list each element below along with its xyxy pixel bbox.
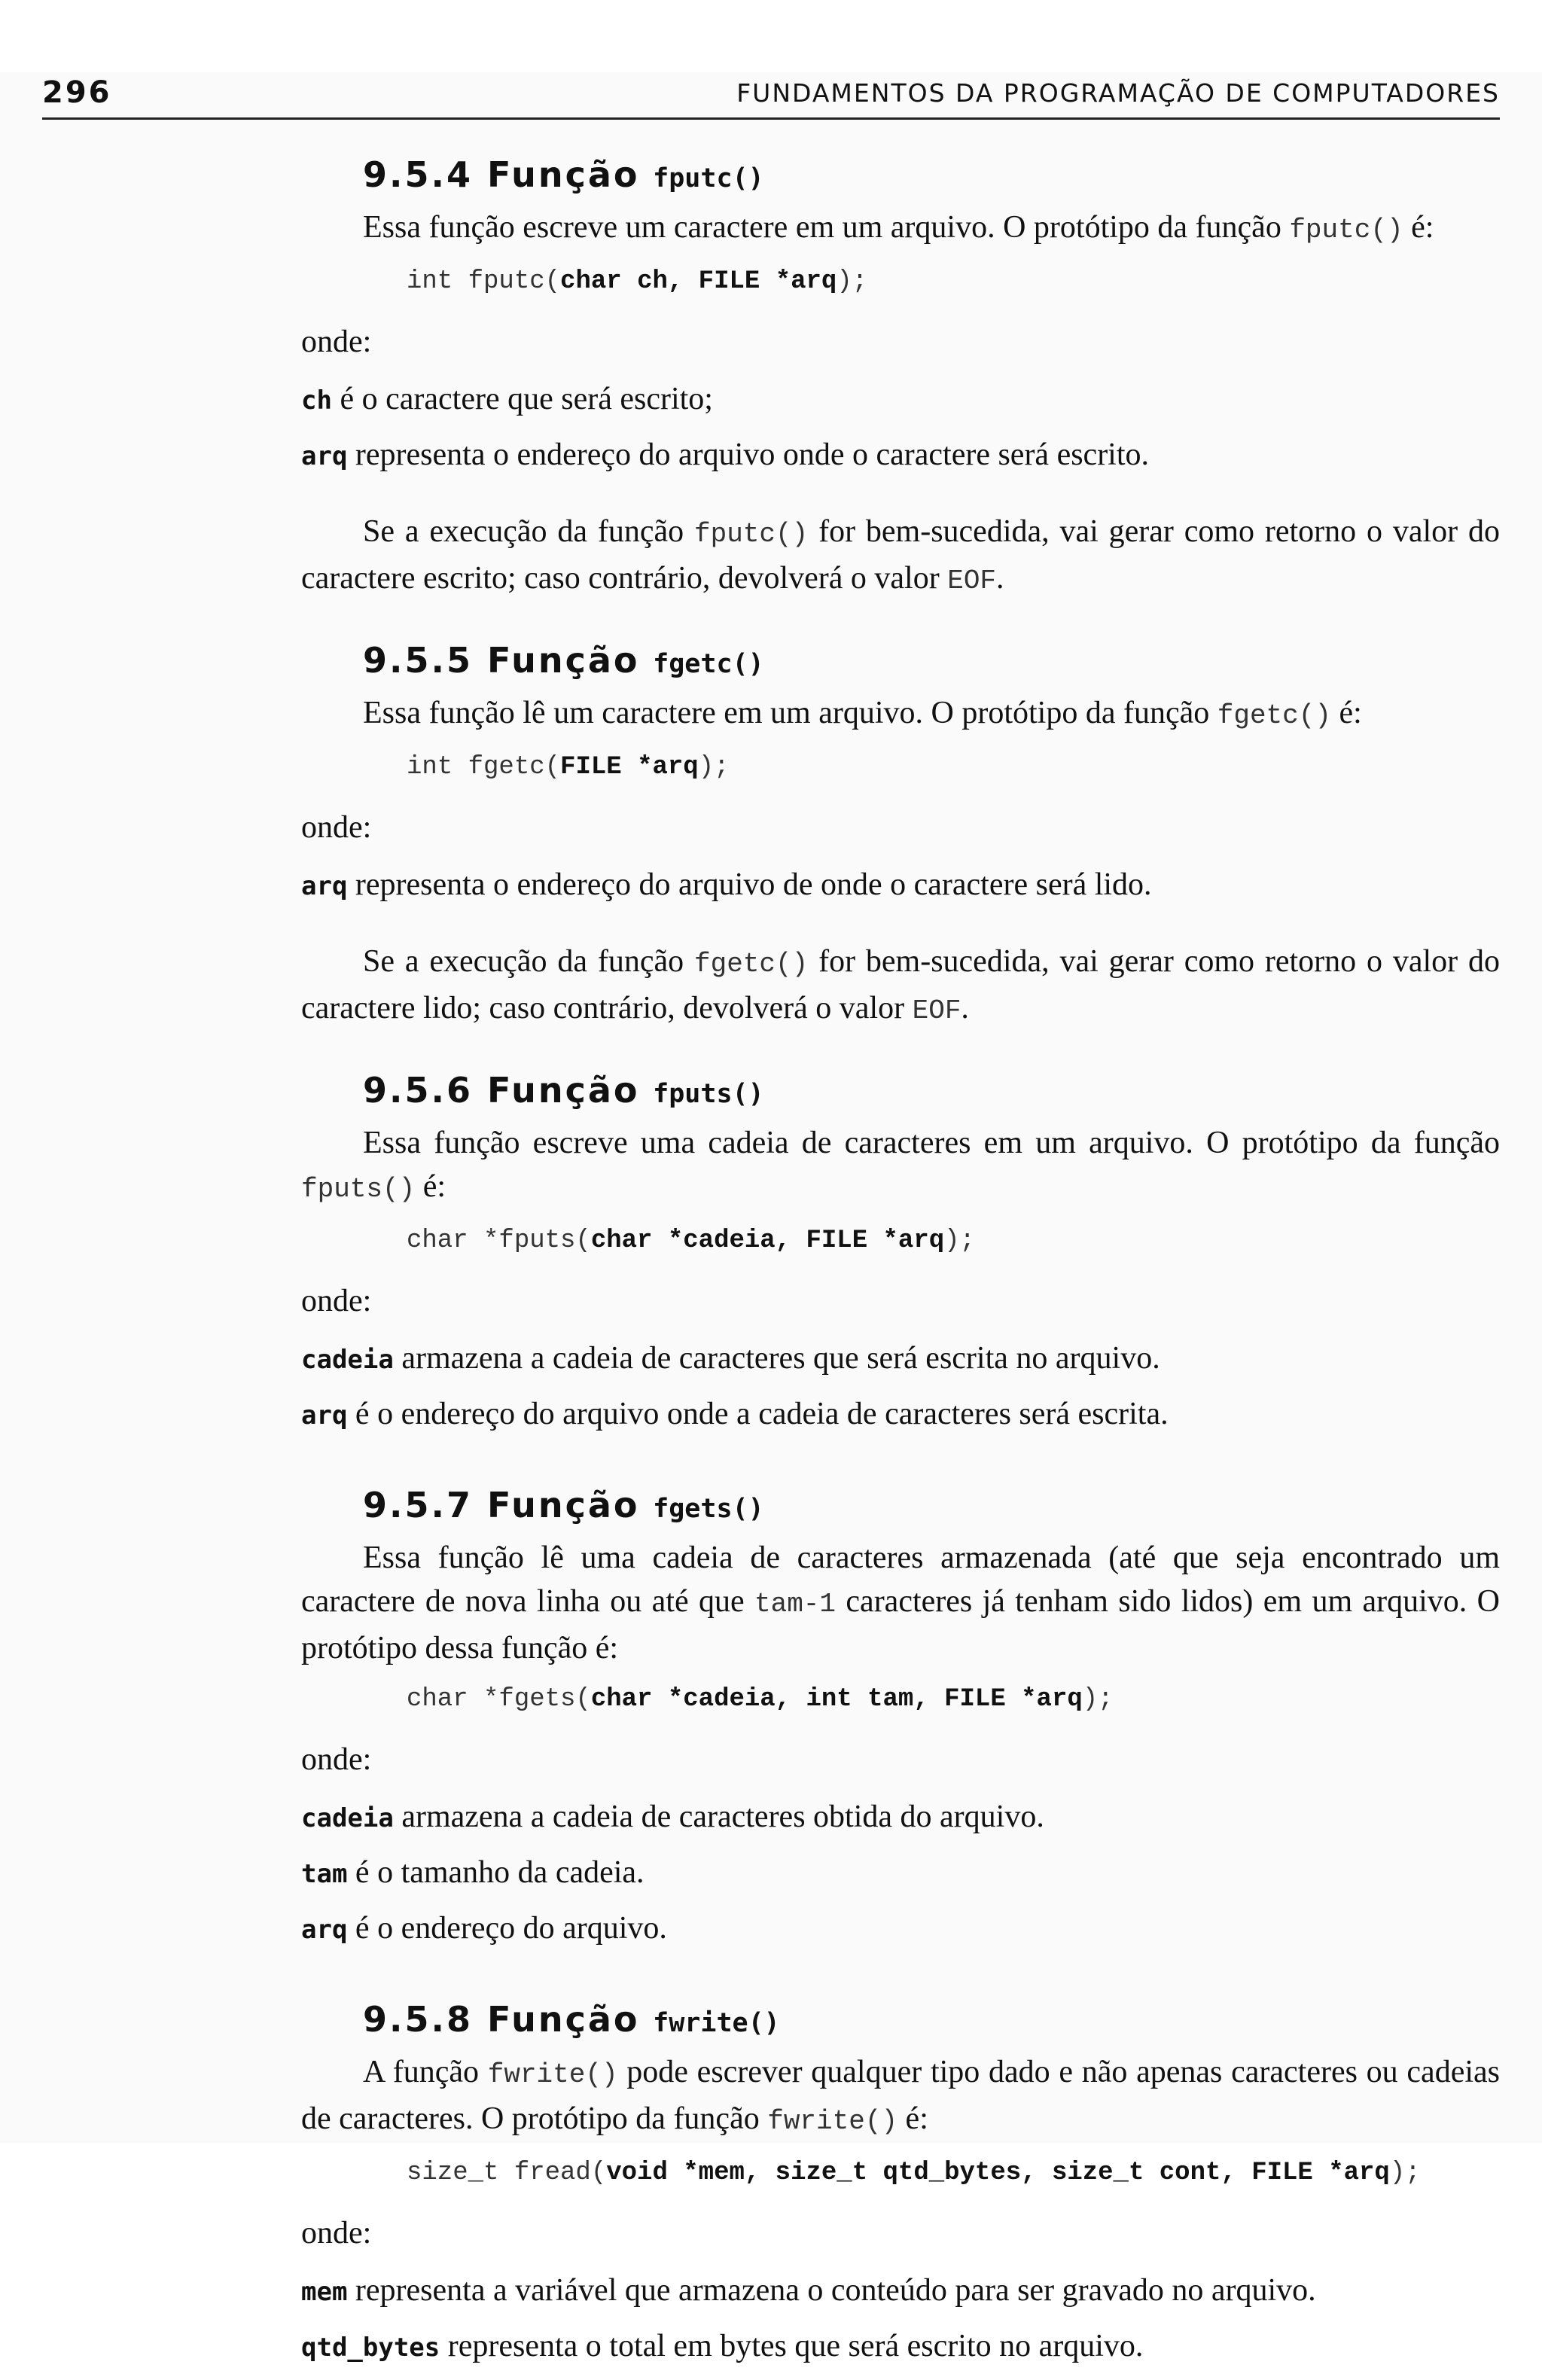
section-heading: 9.5.4 Função fputc() [363,154,764,195]
parameter-definition: arq representa o endereço do arquivo onde o caractere será escrito. [301,437,1150,472]
section-heading: 9.5.6 Função fputs() [363,1070,764,1111]
parameter-definition: arq é o endereço do arquivo. [301,1911,667,1946]
parameter-definition: arq representa o endereço do arquivo de onde o caractere será lido. [301,867,1152,902]
section-heading: 9.5.5 Função fgetc() [363,640,764,681]
parameter-definition: tam é o tamanho da cadeia. [301,1855,645,1890]
function-prototype: size_t fread(void *mem, size_t qtd_bytes, size_t cont, FILE *arq); [407,2159,1421,2187]
section-fwrite [301,1995,1500,2369]
section-fputc [301,151,1500,603]
intro-paragraph: A função fwrite() pode escrever qualquer tipo dado e não apenas caracteres ou cadeias de caracteres. O protótipo da função fwrite() é: [301,2055,1500,2137]
page-content [301,151,1500,2380]
return-paragraph: Se a execução da função fputc() for bem-sucedida, vai gerar como retorno o valor do caractere escrito; caso contrário, devolverá o valor EOF. [301,514,1501,596]
onde-label: onde: [301,1742,372,1777]
intro-paragraph: Essa função lê um caractere em um arquivo. O protótipo da função fgetc() é: [363,696,1362,731]
onde-label: onde: [301,2216,372,2250]
parameter-definition: qtd_bytes representa o total em bytes que será escrito no arquivo. [301,2329,1144,2363]
parameter-definition: arq é o endereço do arquivo onde a cadeia de caracteres será escrita. [301,1397,1169,1431]
function-prototype: int fputc(char ch, FILE *arq); [407,267,868,296]
function-prototype: char *fgets(char *cadeia, int tam, FILE *arq); [407,1685,1114,1714]
section-heading: 9.5.8 Função fwrite() [363,1999,780,2040]
onde-label: onde: [301,325,372,359]
intro-paragraph: Essa função escreve um caractere em um arquivo. O protótipo da função fputc() é: [363,210,1434,245]
running-header [42,72,1500,120]
section-heading: 9.5.7 Função fgets() [363,1485,764,1525]
parameter-definition: mem representa a variável que armazena o conteúdo para ser gravado no arquivo. [301,2273,1316,2308]
intro-paragraph: Essa função lê uma cadeia de caracteres armazenada (até que seja encontrado um caractere de nova linha ou até que tam-1 caracteres já tenham sido lidos) em um arquivo. O protótipo dessa função é: [301,1540,1500,1665]
parameter-definition: cadeia armazena a cadeia de caracteres obtida do arquivo. [301,1799,1044,1834]
section-fgetc [301,636,1500,1033]
parameter-definition: ch é o caractere que será escrito; [301,382,713,416]
book-title: FUNDAMENTOS DA PROGRAMAÇÃO DE COMPUTADORES [736,78,1500,108]
return-paragraph: Se a execução da função fgetc() for bem-sucedida, vai gerar como retorno o valor do caractere lido; caso contrário, devolverá o valor EOF. [301,944,1501,1026]
section-fgets [301,1481,1500,1952]
intro-paragraph: Essa função escreve uma cadeia de caracteres em um arquivo. O protótipo da função fputs() é: [301,1126,1500,1205]
function-prototype: char *fputs(char *cadeia, FILE *arq); [407,1227,975,1255]
onde-label: onde: [301,1284,372,1318]
section-fputs [301,1066,1500,1437]
parameter-definition: cadeia armazena a cadeia de caracteres que será escrita no arquivo. [301,1341,1160,1376]
onde-label: onde: [301,810,372,845]
page-number: 296 [42,75,112,110]
function-prototype: int fgetc(FILE *arq); [407,753,730,782]
